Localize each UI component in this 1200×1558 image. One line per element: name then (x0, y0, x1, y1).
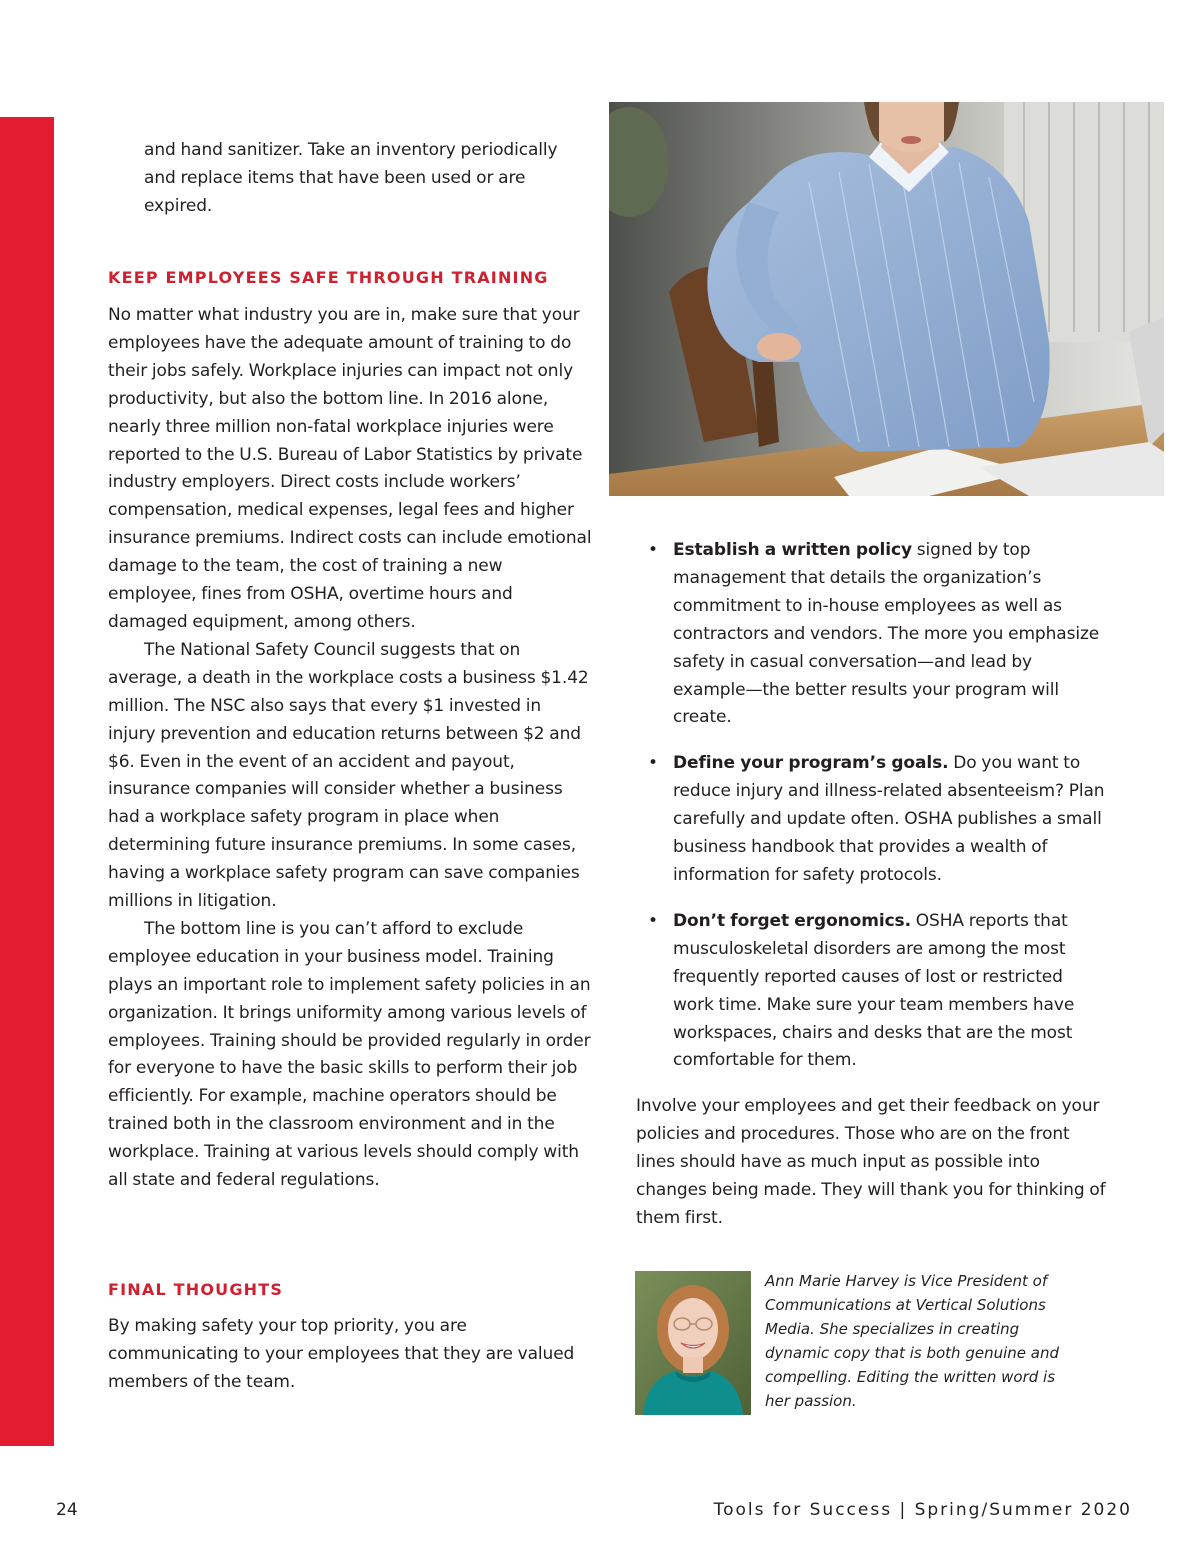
red-accent-bar (0, 117, 54, 1446)
bullet-text: OSHA reports that musculoskeletal disorders are among the most frequently reported causes of lost or restricted work time. Make sure your team members have workspaces, chairs and desks that are the most comfortable for them. (673, 910, 1075, 1071)
list-item (648, 750, 1108, 890)
final-thoughts-body (108, 1313, 588, 1397)
article-photo (609, 102, 1164, 496)
continued-text-block (144, 137, 584, 221)
publication-title: Tools for Success | Spring/Summer 2020 (713, 1500, 1132, 1520)
page-number: 24 (56, 1500, 78, 1520)
body-paragraph: By making safety your top priority, you are communicating to your employees that they are valued members of the team. (108, 1316, 575, 1392)
body-paragraph: The National Safety Council suggests that on average, a death in the workplace costs a business $1.42 million. The NSC also says that every $1 invested in injury prevention and education returns between $2 and $6. Even in the event of an accident and payout, insurance companies will consider whether a business had a workplace safety program in place when determining future insurance premiums. In some cases, having a workplace safety program can save companies millions in litigation. (108, 639, 589, 912)
bullet-lead: Define your program’s goals. (673, 753, 949, 774)
section-heading-training: KEEP EMPLOYEES SAFE THROUGH TRAINING (108, 268, 549, 287)
bullet-dot: • (648, 753, 659, 774)
list-item (648, 537, 1108, 732)
bullet-lead: Establish a written policy (673, 540, 912, 560)
bullet-text: signed by top management that details the organization’s commitment to in-house employees as well as contractors and vendors. The more you emphasize safety in casual conversation—and lead by example—the better results your program will create. (673, 540, 1100, 728)
author-photo (635, 1271, 751, 1415)
section-heading-final-thoughts: FINAL THOUGHTS (108, 1280, 284, 1299)
closing-block (636, 1093, 1111, 1233)
bullet-text: Do you want to reduce injury and illness-related absenteeism? Plan carefully and update often. OSHA publishes a small business handbook that provides a wealth of information for safety protocols. (673, 753, 1105, 885)
body-paragraph: The bottom line is you can’t afford to exclude employee education in your business model. Training plays an important role to implement safety policies in an organization. It brings uniformity among various levels of employees. Training should be provided regularly in order for everyone to have the basic skills to perform their job efficiently. For example, machine operators should be trained both in the classroom environment and in the workplace. Training at various levels should comply with all state and federal regulations. (108, 918, 591, 1191)
bullet-lead: Don’t forget ergonomics. (673, 910, 911, 931)
list-item (648, 908, 1108, 1075)
body-paragraph: No matter what industry you are in, make sure that your employees have the adequate amount of training to do their jobs safely. Workplace injuries can impact not only productivity, but also the bottom line. In 2016 alone, nearly three million non-fatal workplace injuries were reported to the U.S. Bureau of Labor Statistics by private industry employers. Direct costs include workers’ compensation, medical expenses, legal fees and higher insurance premiums. Indirect costs can include emotional damage to the team, the cost of training a new employee, fines from OSHA, overtime hours and damaged equipment, among others. (108, 305, 592, 632)
tips-list (648, 537, 1108, 1093)
bullet-dot: • (648, 910, 659, 931)
training-body (108, 302, 593, 1195)
closing-paragraph: Involve your employees and get their feedback on your policies and procedures. Those who are on the front lines should have as much input as possible into changes being made. They will thank you for thinking of them first. (636, 1096, 1106, 1228)
author-bio: Ann Marie Harvey is Vice President of Communications at Vertical Solutions Media. She specializes in creating dynamic copy that is both genuine and compelling. Editing the written word is her passion. (765, 1272, 1059, 1410)
bullet-dot: • (648, 540, 659, 560)
continued-paragraph: and hand sanitizer. Take an inventory periodically and replace items that have been used or are expired. (144, 140, 558, 216)
